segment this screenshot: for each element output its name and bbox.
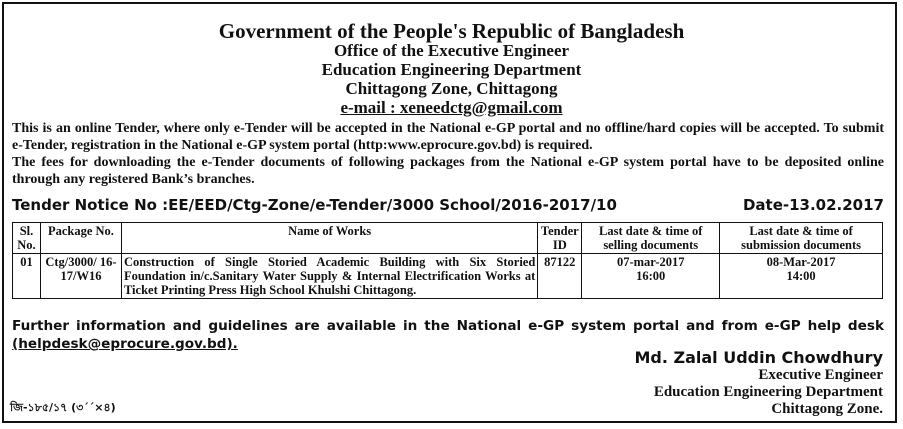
selling-date: 07-mar-2017 bbox=[616, 255, 685, 269]
table-header-row bbox=[13, 223, 883, 254]
tender-notice-date: Date-13.02.2017 bbox=[742, 196, 884, 214]
tender-table bbox=[12, 222, 883, 299]
signatory-name: Md. Zalal Uddin Chowdhury bbox=[634, 348, 883, 367]
cell-tender-id: 87122 bbox=[538, 254, 582, 299]
publication-code: জি-১৮৫/১৭ (৩´´×৪) bbox=[10, 401, 116, 414]
zone-heading: Chittagong Zone, Chittagong bbox=[345, 79, 558, 98]
header-sl: Sl. No. bbox=[13, 223, 41, 254]
header-submission-deadline: Last date & time of submission documents bbox=[720, 223, 883, 254]
selling-time: 16:00 bbox=[636, 269, 666, 283]
intro-paragraph-1: This is an online Tender, where only e-Tender will be accepted in the National e-GP portal and no offline/hard copies will be accepted. To submit e-Tender, registration in the National e-GP system portal (http:www.eprocure.gov.bd) is required. bbox=[12, 121, 884, 153]
signatory-title: Executive Engineer bbox=[758, 367, 883, 383]
office-heading: Office of the Executive Engineer bbox=[333, 41, 570, 60]
cell-package: Ctg/3000/ 16-17/W16 bbox=[40, 254, 121, 299]
further-information-text: Further information and guidelines are available in the National e-GP system portal and from e-GP help desk bbox=[12, 318, 884, 334]
intro-paragraph-2: The fees for downloading the e-Tender documents of following packages from the National e-GP system portal have to be deposited online through any registered Bank’s branches. bbox=[12, 155, 884, 187]
signatory-zone: Chittagong Zone. bbox=[771, 401, 883, 417]
cell-sl: 01 bbox=[13, 254, 41, 299]
cell-selling-deadline bbox=[582, 254, 720, 299]
submission-date: 08-Mar-2017 bbox=[766, 255, 836, 269]
email-heading bbox=[0, 99, 903, 116]
department-heading: Education Engineering Department bbox=[321, 60, 582, 79]
cell-submission-deadline bbox=[720, 254, 883, 299]
header-name-of-works: Name of Works bbox=[121, 223, 537, 254]
helpdesk-email-link[interactable]: (helpdesk@eprocure.gov.bd). bbox=[12, 336, 238, 352]
email-text: e-mail : xeneedctg@gmail.com bbox=[340, 98, 563, 117]
header-tender-id: Tender ID bbox=[538, 223, 582, 254]
tender-notice-number: Tender Notice No :EE/EED/Ctg-Zone/e-Tender/3000 School/2016-2017/10 bbox=[12, 196, 617, 214]
submission-time: 14:00 bbox=[786, 269, 816, 283]
signatory-department: Education Engineering Department bbox=[653, 384, 883, 400]
tender-notice-line bbox=[12, 196, 884, 214]
government-heading: Government of the People's Republic of Bangladesh bbox=[218, 19, 685, 43]
header-selling-deadline: Last date & time of selling documents bbox=[582, 223, 720, 254]
table-row bbox=[13, 254, 883, 299]
header-package: Package No. bbox=[40, 223, 121, 254]
cell-name-of-works: Construction of Single Storied Academic Building with Six Storied Foundation in/c.Sanitary Water Supply & Internal Electrification Works at Ticket Printing Press High School Khulshi Chittagong. bbox=[121, 254, 537, 299]
